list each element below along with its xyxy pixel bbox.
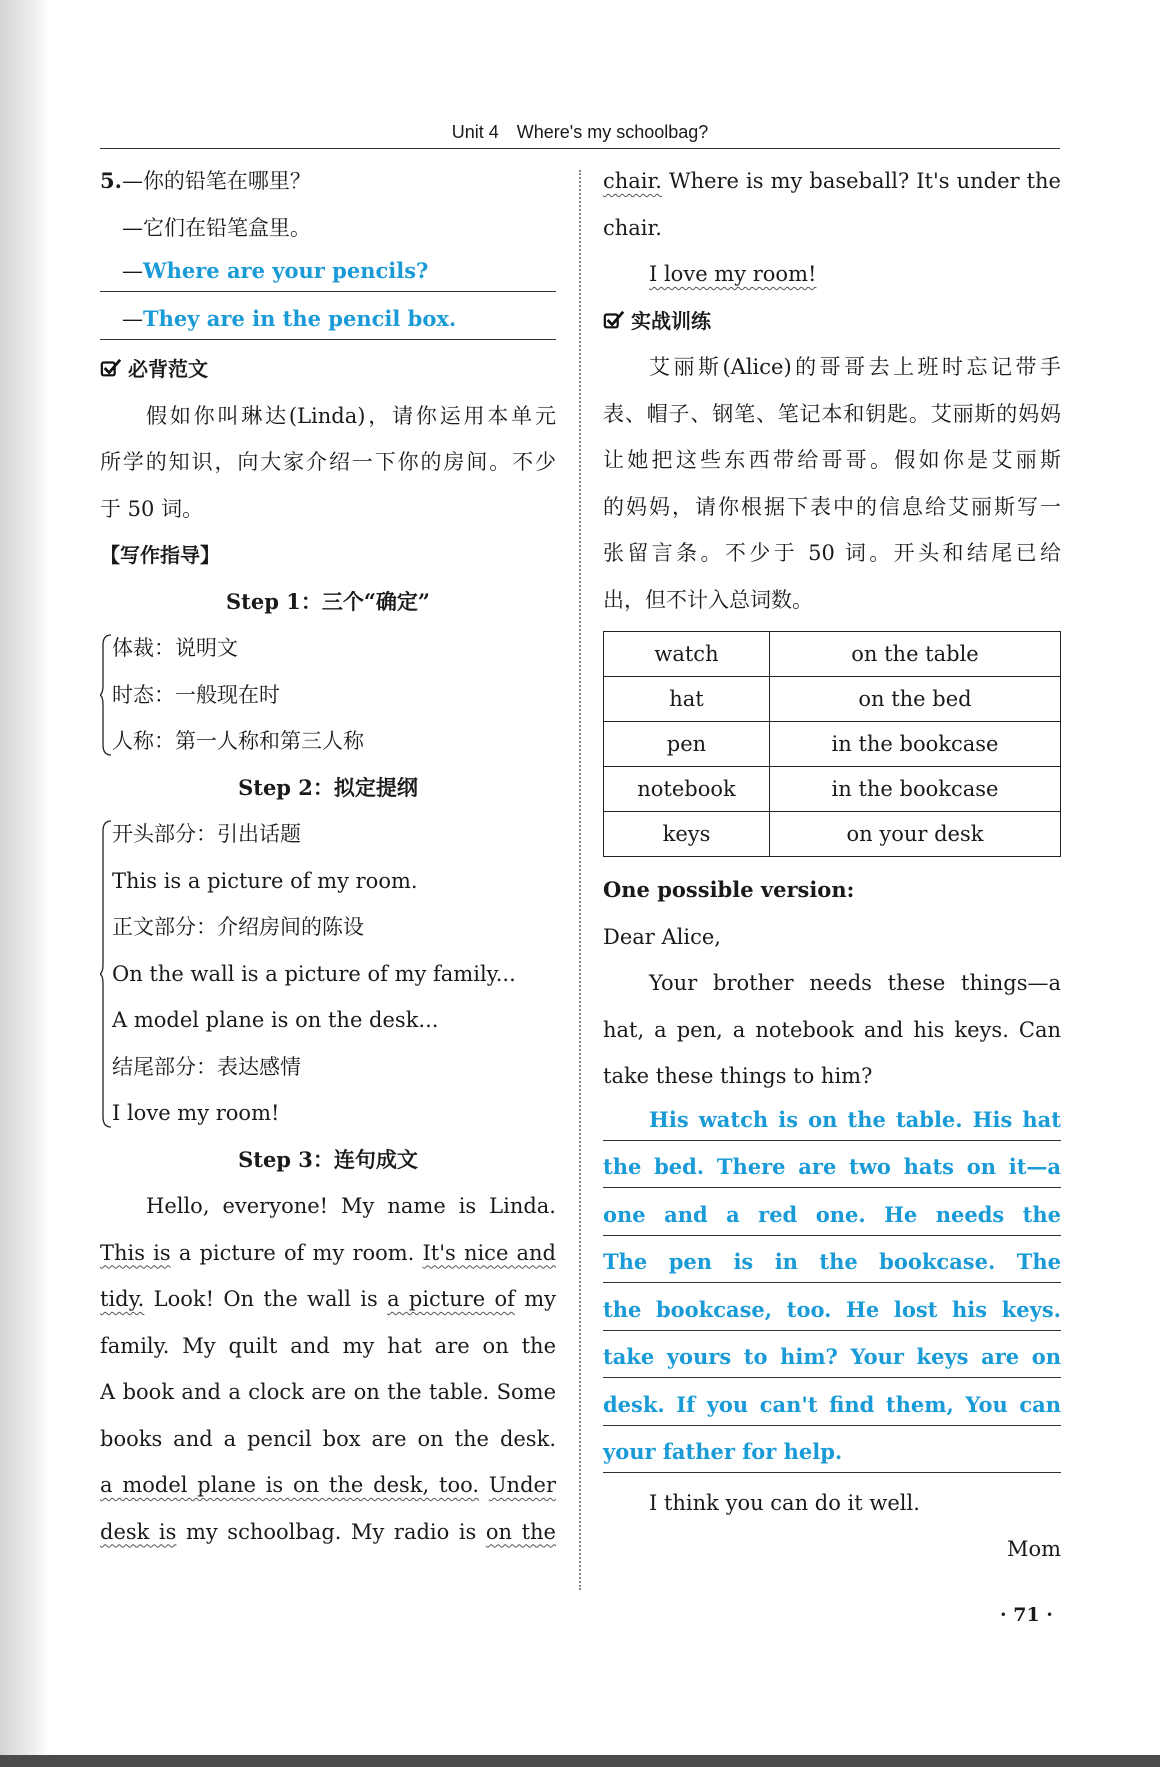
essay-text: my: [514, 1287, 556, 1311]
phrase-chair: chair.: [603, 169, 662, 193]
essay-text: [479, 1473, 489, 1497]
essay-line-8: [100, 1509, 556, 1556]
table-cell-place: in the bookcase: [770, 767, 1061, 812]
answer-dash: —: [122, 306, 143, 331]
unit-label: Unit 4: [451, 122, 499, 142]
brace-icon: [100, 819, 112, 1129]
brace-icon: [100, 633, 112, 757]
table-cell-item: keys: [604, 812, 770, 857]
essay-cont-line-2: chair.: [603, 215, 662, 240]
letter-closing: I think you can do it well.: [649, 1490, 920, 1515]
essay-cont-line-1: [603, 158, 1061, 205]
essay-cont-line-3: [603, 251, 1061, 298]
phrase-love-room: I love my room!: [649, 262, 817, 286]
question-number: 5.: [100, 168, 122, 193]
letter-body-line-2: hat, a pen, a notebook and his keys. Can: [603, 1017, 1061, 1042]
essay-text: a picture of my room.: [170, 1240, 423, 1265]
answer-line-2: [100, 299, 556, 340]
prompt-line-3: 于 50 词。: [100, 496, 204, 521]
items-table: [603, 631, 1061, 857]
unit-title: Where's my schoolbag?: [516, 122, 709, 142]
essay: [100, 1183, 556, 1555]
table-cell-item: hat: [604, 677, 770, 722]
task-line-6: 出，但不计入总词数。: [603, 587, 813, 612]
step2-list: [100, 811, 556, 1137]
phrase-a-picture-of: a picture of: [387, 1287, 515, 1311]
answer-line: desk. If you can't find them, You can: [603, 1385, 1061, 1426]
table-row: [604, 812, 1061, 857]
essay-text: Look! On the wall is: [144, 1287, 388, 1311]
task-line-4: 的妈妈，请你根据下表中的信息给艾丽斯写一: [603, 494, 1061, 519]
essay-text: my schoolbag. My radio is: [176, 1519, 486, 1544]
essay-line-4: family. My quilt and my hat are on the: [100, 1333, 556, 1358]
right-column: [603, 158, 1061, 1573]
answer-line: your father for help.: [603, 1432, 1061, 1473]
answer-2: They are in the pencil box.: [143, 305, 457, 331]
table-cell-item: watch: [604, 632, 770, 677]
section-must-recite: [100, 346, 556, 393]
answer-paragraph: [603, 1100, 1061, 1474]
task-line-3: 让她把这些东西带给哥哥。假如你是艾丽斯: [603, 448, 1061, 472]
answer-dash: —: [122, 259, 143, 283]
table-cell-place: on the table: [770, 632, 1061, 677]
phrase-under-the: Under: [488, 1473, 556, 1497]
table-row: [604, 767, 1061, 812]
answer-line: His watch is on the table. His hat: [603, 1100, 1061, 1141]
essay-line-2: [100, 1230, 556, 1277]
step3-title: Step 3：连句成文: [238, 1146, 418, 1172]
step1-item-person: 人称：第一人称和第三人称: [112, 729, 364, 753]
task-line-1: 艾丽斯(Alice)的哥哥去上班时忘记带手: [649, 355, 1061, 379]
table-cell-place: in the bookcase: [770, 722, 1061, 767]
answer-line: The pen is in the bookcase. The: [603, 1242, 1061, 1283]
phrase-nice-and: It's nice and: [422, 1240, 556, 1265]
table-row: [604, 677, 1061, 722]
letter-body-line-3: take these things to him?: [603, 1064, 873, 1088]
table-cell-place: on the bed: [770, 677, 1061, 722]
outline-ending-sentence: I love my room!: [112, 1101, 280, 1125]
answer-line: take yours to him? Your keys are on: [603, 1337, 1061, 1378]
version-label: One possible version:: [603, 877, 855, 902]
task-line-5: 张留言条。不少于 50 词。开头和结尾已给: [603, 541, 1061, 565]
step1-title: Step 1：三个“确定”: [226, 588, 430, 614]
step1-list: [100, 625, 556, 765]
writing-guide-title: 【写作指导】: [100, 543, 220, 567]
table-cell-place: on your desk: [770, 812, 1061, 857]
step2-title: Step 2：拟定提纲: [238, 774, 418, 800]
answer-1-mark: ?: [416, 258, 429, 283]
letter-signature: Mom: [1006, 1537, 1061, 1561]
question-5-line1: [100, 158, 556, 205]
step1-item-genre: 体裁：说明文: [112, 636, 238, 660]
left-column: [100, 158, 556, 1555]
bottom-bar: [0, 1755, 1160, 1767]
question-cn1: —你的铅笔在哪里？: [121, 169, 311, 193]
essay-line-6: [100, 1416, 556, 1463]
letter-body-line-1: Your brother needs these things—a: [649, 971, 1061, 995]
table-row: [604, 632, 1061, 677]
essay-line-1: Hello, everyone! My name is Linda.: [146, 1194, 556, 1218]
section-practice-title: 实战训练: [631, 308, 711, 333]
outline-body-sentence-1: On the wall is a picture of my family...: [112, 961, 516, 986]
answer-line: the bed. There are two hats on it—a: [603, 1147, 1061, 1188]
table-row: [604, 722, 1061, 767]
check-icon: [603, 309, 625, 331]
column-divider: [579, 170, 581, 1590]
outline-opening-sentence: This is a picture of my room.: [112, 868, 418, 893]
outline-body-sentence-2: A model plane is on the desk...: [112, 1008, 439, 1032]
table-cell-item: pen: [604, 722, 770, 767]
section-must-recite-title: 必背范文: [128, 357, 208, 381]
phrase-model-plane: a model plane is on the desk, too.: [100, 1473, 480, 1497]
essay-line-5: A book and a clock are on the table. Some: [100, 1380, 556, 1404]
answer-line: one and a red one. He needs the: [603, 1195, 1061, 1236]
essay-text: Where is my baseball? It's under the: [661, 169, 1061, 193]
essay-line-3: [100, 1276, 556, 1323]
phrase-tidy: tidy.: [100, 1287, 145, 1311]
prompt-line-1: 假如你叫琳达(Linda)，请你运用本单元: [146, 403, 556, 428]
task-line-2: 表、帽子、钢笔、笔记本和钥匙。艾丽斯的妈妈: [603, 401, 1061, 426]
answer-line: the bookcase, too. He lost his keys.: [603, 1290, 1061, 1331]
answer-line-1: [100, 251, 556, 292]
letter-greeting: Dear Alice,: [603, 924, 721, 949]
phrase-on-the: on the: [485, 1519, 556, 1544]
page-number: · 71 ·: [1000, 1604, 1053, 1626]
phrase-this-is: This is: [100, 1240, 171, 1265]
essay-line-7: [100, 1462, 556, 1509]
check-icon: [100, 357, 122, 379]
step1-item-tense: 时态：一般现在时: [112, 682, 280, 707]
table-cell-item: notebook: [604, 767, 770, 812]
section-practice: [603, 298, 1061, 345]
question-5-line2: —它们在铅笔盒里。: [122, 215, 311, 240]
phrase-desk-is: desk is: [100, 1519, 177, 1544]
prompt-line-2: 所学的知识，向大家介绍一下你的房间。不少: [100, 450, 556, 474]
page-header: [100, 118, 1060, 149]
outline-opening-label: 开头部分：引出话题: [112, 822, 301, 846]
essay-text: books and a pencil box are on the desk.: [100, 1426, 556, 1451]
outline-body-label: 正文部分：介绍房间的陈设: [112, 915, 364, 939]
outline-ending-label: 结尾部分：表达感情: [112, 1054, 301, 1079]
answer-1: Where are your pencils: [143, 258, 417, 283]
